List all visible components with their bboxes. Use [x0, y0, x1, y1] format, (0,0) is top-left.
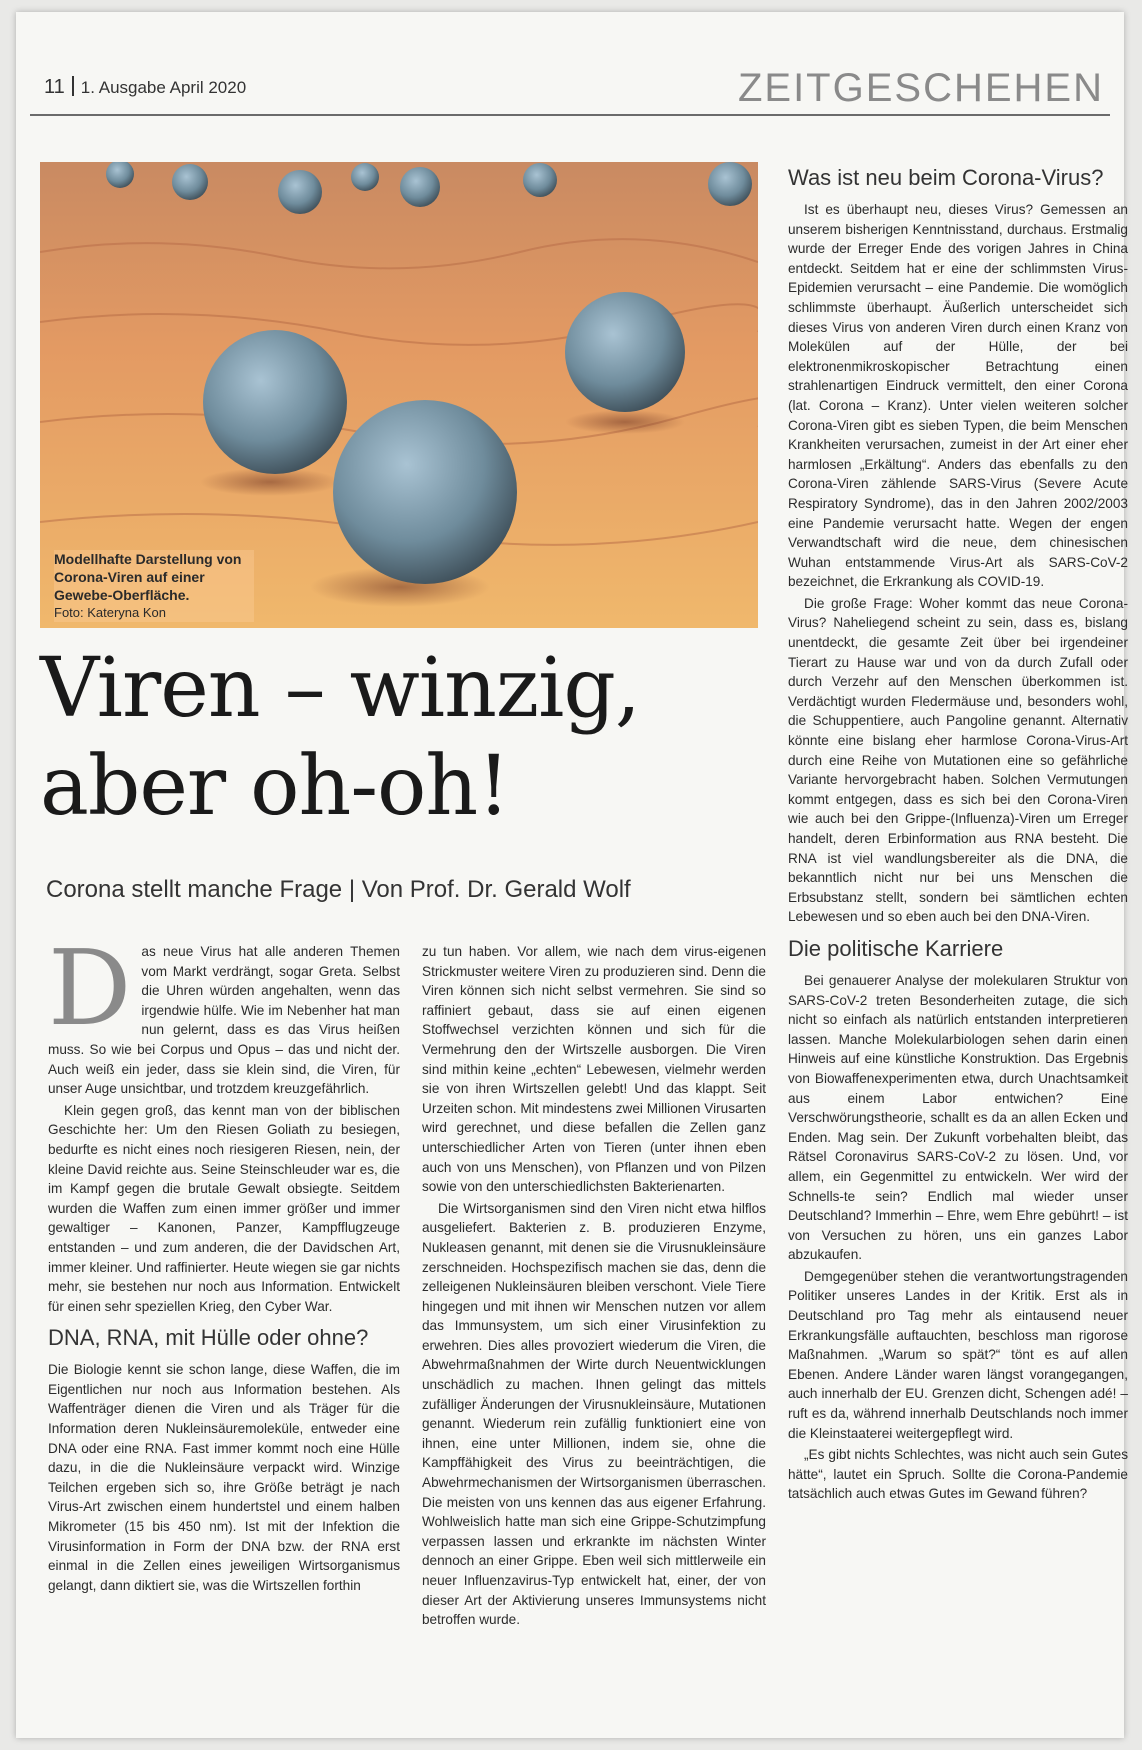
page-header — [30, 64, 1110, 116]
paragraph: Demgegenüber stehen die verantwortungstragenden Politiker unseres Landes in der Kritik. Erst als in Deutschland pro Tag mehr als eintausend neuer Erkrankungsfälle auftauchten, beschloss man rigorose Maßnahmen. „Warum so spät?“ tönt es auf allen Ebenen. Andere Länder waren längst vorangegangen, auch innerhalb der EU. Grenzen dicht, Schengen adé! – ruft es da, während innerhalb Deutschlands noch immer die Kleinstaaterei weitergepflegt wird. — [788, 1268, 1128, 1441]
caption-text: Modellhafte Darstellung von Corona-Viren auf einer Gewebe-Oberfläche. — [54, 551, 242, 603]
paragraph: Die Biologie kennt sie schon lange, diese Waffen, die im Eigentlichen nur noch aus Information bestehen. Als Waffenträger dienen die Viren und als Träger für die Information deren Nukleinsäuremoleküle, entweder eine DNA oder eine RNA. Fast immer kommt noch eine Hülle dazu, in die die Nukleinsäure verpackt wird. Winzige Teilchen ergeben sich so, ihre Größe beträgt je nach Virus-Art zwischen einem hundertstel und einem halben Mikrometer (15 bis 450 nm). Ist mit der Infektion die Virusinformation in Form der DNA bzw. der RNA erst einmal in die Zellen eines jeweiligen Wirtsorganismus gelangt, dann diktiert sie, was die Wirtszellen forthin — [48, 1362, 400, 1593]
paragraph: Ist es überhaupt neu, dieses Virus? Gemessen an unserem bisherigen Kenntnisstand, durchaus. Erstmalig wurde der Erreger Ende des vorigen Jahres in China entdeckt. Seitdem hat er eine der schlimmsten Virus-Epidemien verursacht – eine Pandemie. Die womöglich schlimmste überhaupt. Äußerlich unterscheidet sich dieses Virus von anderen Viren durch einen Kranz von Molekülen auf der Hülle, der bei elektronenmikroskopischer Betrachtung einen strahlenartigen Eindruck vermittelt, den einer Corona (lat. Corona – Kranz). Unter vielen weiteren solcher Corona-Viren gibt es sieben Typen, die beim Menschen Krankheiten verursachen, zumeist in der Art einer eher harmlosen „Erkältung“. Anders das ebenfalls zu den Corona-Viren zählende SARS-Virus (Severe Acute Respiratory Syndrome), das in den Jahren 2002/2003 eine Pandemie verursacht hatte. Wegen der engen Verwandtschaft wird die neue, dem chinesischen Wuhan entstammende Virus-Art als SARS-CoV-2 bezeichnet, die Erkrankung als COVID-19. — [788, 202, 1128, 590]
column-left — [48, 927, 400, 1597]
headline-line-2: aber oh-oh! — [40, 739, 510, 834]
drop-cap: D — [48, 927, 132, 1049]
photo-caption — [54, 550, 254, 622]
divider — [72, 76, 74, 96]
paragraph: Bei genauerer Analyse der molekularen Struktur von SARS-CoV-2 treten Besonderheiten zutage, die sich nicht so einfach als natürlich entstanden interpretieren lassen. Manche Molekularbiologen sehen darin einen Hinweis auf eine künstliche Konstruktion. Das Ergebnis von Biowaffenexperimenten etwa, durch Unachtsamkeit aus einem Labor entwichen? Eine Verschwörungstheorie, schallt es da an allen Ecken und Enden. Mag sein. Der Zukunft vorbehalten bleibt, das Rätsel Coronavirus SARS-CoV-2 zu lösen. Und, vor allem, ein Gegenmittel zu entwickeln. Wer wird der Schnells-te sein? Endlich mal wieder unser Deutschland? Immerhin – Ehre, wem Ehre gebührt! – ist von Versuchen zu hören, uns ein ganzes Labor abzukaufen. — [788, 972, 1128, 1263]
paragraph: as neue Virus hat alle anderen Themen vom Markt verdrängt, sogar Greta. Selbst die Uhren würden angehalten, wenn das irgendwie hülfe. Wie im Nebenher hat man nun gelernt, dass es das Virus heißen muss. So wie bei Corpus und Opus – das und nicht der. Auch weiß ein jeder, dass sie klein sind, die Viren, für unser Auge unsichtbar, und trotzdem kreuzgefährlich. — [48, 944, 400, 1097]
paragraph: Klein gegen groß, das kennt man von der biblischen Geschichte her: Um den Riesen Goliath zu besiegen, bedurfte es nicht eines noch riesigeren Riesen, nein, der kleine David reichte aus. Seine Steinschleuder war es, die im Kampf gegen die brutale Gewalt obsiegte. Seitdem wurden die Waffen zum einen immer größer und immer gewaltiger – Kanonen, Panzer, Kampfflugzeuge entstanden – und zum anderen, die der Davidschen Art, immer kleiner. Und raffinierter. Heute wiegen sie gar nichts mehr, sie bestehen nur noch aus Information. Entwickelt für einen sehr speziellen Krieg, den Cyber War. — [48, 1102, 400, 1314]
column-middle — [422, 942, 766, 1632]
issue-label: 1. Ausgabe April 2020 — [80, 78, 247, 97]
column-right — [788, 164, 1128, 1506]
article-photo — [40, 162, 758, 628]
article-subtitle: Corona stellt manche Frage | Von Prof. Dr. Gerald Wolf — [46, 876, 631, 903]
page-info — [44, 76, 246, 99]
page-number: 11 — [44, 76, 65, 98]
subheading: Die politische Karriere — [788, 935, 1004, 961]
magazine-page — [16, 12, 1128, 1738]
article-headline — [40, 640, 760, 836]
paragraph: Die große Frage: Woher kommt das neue Corona-Virus? Naheliegend scheint zu sein, dass es, bislang unentdeckt, die gesamte Zeit über bei irgendeiner Tierart zu Hause war und von da durch Zufall oder durch Verzehr auf den Menschen überkommen ist. Verdächtigt wurden Fledermäuse und, besonders wohl, die Schuppentiere, auch Pangoline genannt. Alternativ könnte eine bislang eher harmlose Corona-Virus-Art durch eine Reihe von Mutationen eine so gefährliche Variante hervorgebracht haben. Solchen Vermutungen kommt entgegen, dass es sich bei den Corona-Viren wie auch bei den Grippe-(Influenza)-Viren um Erreger handelt, deren Erbinformation aus RNA besteht. Die RNA ist viel wandlungsbereiter als die DNA, die bekanntlich nicht nur bei uns Menschen die Erbsubstanz stellt, sondern bei sämtlichen echten Lebewesen und so eben auch bei den DNA-Viren. — [788, 595, 1128, 925]
photo-credit: Foto: Kateryna Kon — [54, 605, 167, 620]
paragraph: Die Wirtsorganismen sind den Viren nicht etwa hilflos ausgeliefert. Bakterien z. B. produzieren Enzyme, Nukleasen genannt, mit denen sie die Virusnukleinsäure zerschneiden. Hochspezifisch machen sie das, denn die zelleigenen Nukleinsäuren bleiben verschont. Viele Tiere hingegen und mit ihnen wir Menschen nutzen vor allem das Immunsystem, um sich einer Virusinfektion zu erwehren. Dies alles provoziert wiederum die Viren, die Abwehrmaßnahmen der Wirte durch Neuentwicklungen unschädlich zu machen. Ihnen gelingt das mittels zufälliger Änderungen der Virusnukleinsäure, Mutationen genannt. Wiederum rein zufällig funktioniert eine von ihnen, eine unter Millionen, indem sie, ohne die Kampffähigkeit des Virus zu beeinträchtigen, die Abwehrmechanismen der Wirtsorganismen überraschen. Die meisten von uns kennen das aus eigener Erfahrung. Wohlweislich hatte man sich eine Grippe-Schutzimpfung verpassen lassen und erkrankte im nächsten Winter dennoch an einer Grippe. Eben weil sich mittlerweile ein neuer Influenzavirus-Typ entwickelt hat, einer, der von dieser Art der Aktivierung unseres Immunsystems nicht betroffen wurde. — [422, 1200, 766, 1628]
headline-line-1: Viren – winzig, — [40, 641, 640, 736]
section-title: ZEITGESCHEHEN — [737, 66, 1104, 110]
subheading: Was ist neu beim Corona-Virus? — [788, 165, 1104, 190]
paragraph: zu tun haben. Vor allem, wie nach dem virus-eigenen Strickmuster weitere Viren zu produzieren sind. Denn die Viren können sich nicht selbst vermehren. Sie sind so raffiniert gebaut, dass sie auf einen eigenen Stoffwechsel verzichten können und sich für die Vermehrung den der Wirtszelle ausborgen. Die Viren sind mithin keine „echten“ Lebewesen, vielmehr werden sie von ihren Wirtszellen gelebt! Und das klappt. Seit Urzeiten schon. Mit mindestens zwei Millionen Virusarten wird gerechnet, und diese befallen die Zellen ganz unterschiedlicher Arten von Tieren (unter ihnen eben auch von uns Menschen), von Pflanzen und von Pilzen sowie von den unterschiedlichsten Bakterienarten. — [422, 944, 766, 1195]
paragraph: „Es gibt nichts Schlechtes, was nicht auch sein Gutes hätte“, lautet ein Spruch. Sollte die Corona-Pandemie tatsächlich auch etwas Gutes im Gewand führen? — [788, 1447, 1128, 1502]
subheading: DNA, RNA, mit Hülle oder ohne? — [48, 1325, 369, 1351]
